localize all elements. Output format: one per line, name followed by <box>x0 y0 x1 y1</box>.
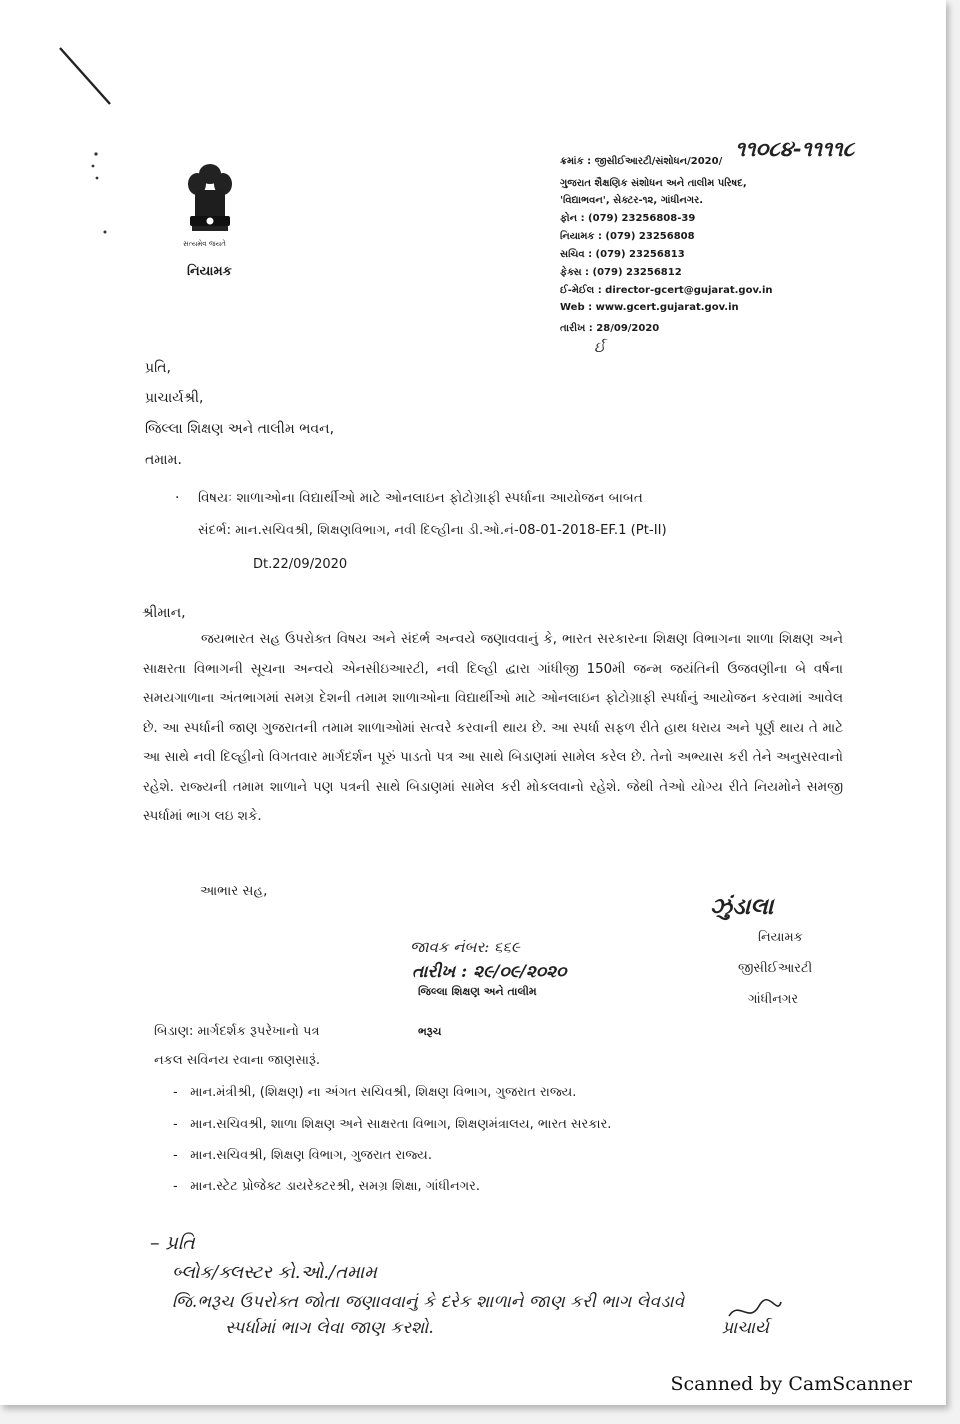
signature-designation: નિયામક <box>758 930 803 945</box>
copy-item-text: માન.સ્ટેટ પ્રોજેક્ટ ડાયરેક્ટરશ્રી, સમગ્ર શિક્ષા, ગાંધીનગર. <box>190 1179 480 1194</box>
copy-item: - માન.સચિવશ્રી, શિક્ષણ વિભાગ, ગુજરાત રાજ્ય. <box>173 1148 432 1163</box>
note-sign: પ્રાચાર્ય <box>722 1318 769 1338</box>
body-paragraph: જયભારત સહ ઉપરોક્ત વિષય અને સંદર્ભ અન્વયે જણાવવાનું કે, ભારત સરકારના શિક્ષણ વિભાગના શાળા શિક્ષણ અને સાક્ષરતા વિભાગની સૂચના અન્વયે એનસીઇઆરટી, નવી દિલ્હી દ્વારા ગાંધીજી 150મી જન્મ જયંતિની ઉજવણીના બે વર્ષના સમયગાળાના અંતભાગમાં સમગ્ર દેશની તમામ શાળાઓના વિદ્યાર્થીઓ માટે ઓનલાઇન ફોટોગ્રાફી સ્પર્ધાનું આયોજન કરવામાં આવેલ છે. આ સ્પર્ધાની જાણ ગુજરાતની તમામ શાળાઓમાં સત્વરે કરવાની થાય છે. આ સ્પર્ધા સફળ રીતે હાથ ધરાય અને પૂર્ણ થાય તે માટે આ સાથે નવી દિલ્હીનો વિગતવાર માર્ગદર્શન પૂરું પાડતો પત્ર આ સાથે બિડાણમાં સામેલ કરેલ છે. તેનો અભ્યાસ કરી તેને અનુસરવાનો રહેશે. રાજ્યની તમામ શાળાને પણ પત્રની સાથે બિડાણમાં સામેલ કરી મોકલવાનો રહેશે. જેથી તેઓ યોગ્ય રીતે નિયમોને સમજી સ્પર્ધામાં ભાગ લઇ શકે. <box>143 632 843 824</box>
recipient-line3: જિલ્લા શિક્ષણ અને તાલીમ ભવન, <box>145 421 335 437</box>
stamp-date: તારીખ : ૨૯/૦૯/૨૦૨૦ <box>412 962 567 982</box>
copy-item: - માન.સચિવશ્રી, શાળા શિક્ષણ અને સાક્ષરતા વિભાગ, શિક્ષણમંત્રાલય, ભારત સરકાર. <box>173 1117 612 1132</box>
margin-dots-mark <box>88 150 102 184</box>
margin-pen-mark <box>55 40 115 110</box>
initials-handwritten: ર્ઇ <box>594 338 604 356</box>
org-line2: 'વિદ્યાભવન', સેક્ટર-૧૨, ગાંધીનગર. <box>560 195 704 206</box>
note-line3: જિ.ભરૂચ ઉપરોક્ત જોતા જણાવવાનું કે દરેક શાળાને જાણ કરી ભાગ લેવડાવે <box>172 1292 685 1312</box>
signature-city: ગાંધીનગર <box>748 992 799 1007</box>
reference-handwritten: ૧૧૦૮૪-૧૧૧૧૮ <box>735 136 855 161</box>
stamp-office-line2: ભરૂચ <box>418 1025 442 1038</box>
director-phone-line: નિયામક : (079) 23256808 <box>560 231 695 242</box>
date-line: તારીખ : 28/09/2020 <box>560 323 660 334</box>
national-emblem-icon <box>180 160 240 252</box>
stamp-number: જાવક નંબર: ૬૬૯ <box>410 938 520 956</box>
copy-item-text: માન.સચિવશ્રી, શાળા શિક્ષણ અને સાક્ષરતા વિભાગ, શિક્ષણમંત્રાલય, ભારત સરકાર. <box>190 1117 612 1132</box>
salutation: શ્રીમાન, <box>142 605 186 621</box>
stamp-office-line1: જિલ્લા શિક્ષણ અને તાલીમ <box>418 985 537 998</box>
office-title: નિયામક <box>187 264 232 279</box>
margin-dot-mark <box>100 226 110 238</box>
fax-line: ફેક્સ : (079) 23256812 <box>560 267 682 278</box>
note-line4: સ્પર્ધામાં ભાગ લેવા જાણ કરશો. <box>225 1318 434 1338</box>
recipient-line1: પ્રતિ, <box>145 360 171 376</box>
emblem-motto: સત્યમેવ જયતે <box>183 240 226 248</box>
note-signature-stroke <box>725 1296 785 1326</box>
copy-item: - માન.મંત્રીશ્રી, (શિક્ષણ) ના અંગત સચિવશ્રી, શિક્ષણ વિભાગ, ગુજરાત રાજ્ય. <box>173 1085 577 1100</box>
scanner-watermark: Scanned by CamScanner <box>670 1373 912 1395</box>
recipient-line4: તમામ. <box>145 452 182 468</box>
secretary-phone-line: સચિવ : (079) 23256813 <box>560 249 685 260</box>
subject-bullet: · <box>175 490 180 506</box>
note-line1: – પ્રતિ <box>150 1232 195 1254</box>
copy-item-text: માન.સચિવશ્રી, શિક્ષણ વિભાગ, ગુજરાત રાજ્ય. <box>190 1148 432 1163</box>
reference-number <box>560 153 722 170</box>
email-line: ઈ-મેઈલ : director-gcert@gujarat.gov.in <box>560 285 773 296</box>
enclosure-label: બિડાણ: માર્ગદર્શક રૂપરેખાનો પત્ર <box>154 1024 320 1039</box>
note-line2: બ્લોક/ક્લસ્ટર કો.ઓ./તમામ <box>172 1262 377 1283</box>
web-line: Web : www.gcert.gujarat.gov.in <box>560 302 739 313</box>
copy-header: નકલ સવિનય રવાના જાણસારૂં. <box>154 1053 321 1068</box>
closing: આભાર સહ, <box>200 883 268 899</box>
reference-line: સંદર્ભ: માન.સચિવશ્રી, શિક્ષણવિભાગ, નવી દિલ્હીના ડી.ઓ.નં-08-01-2018-EF.1 (Pt-II) <box>198 523 667 538</box>
reference-prefix: ક્રમાંક : જીસીઈઆરટી/સંશોધન/2020/ <box>560 156 723 167</box>
recipient-line2: પ્રાચાર્યશ્રી, <box>145 390 204 406</box>
signature-org: જીસીઈઆરટી <box>738 961 813 976</box>
subject-line: વિષયઃ શાળાઓના વિદ્યાર્થીઓ માટે ઓનલાઇન ફોટોગ્રાફી સ્પર્ધાના આયોજન બાબત <box>198 490 643 506</box>
org-line1: ગુજરાત શૈક્ષણિક સંશોધન અને તાલીમ પરિષદ, <box>560 178 747 189</box>
reference-date: Dt.22/09/2020 <box>253 557 348 572</box>
copy-item-text: માન.મંત્રીશ્રી, (શિક્ષણ) ના અંગત સચિવશ્રી, શિક્ષણ વિભાગ, ગુજરાત રાજ્ય. <box>190 1085 577 1100</box>
signature-scribble: ઝુંડાલા <box>710 893 774 920</box>
phone-line: ફોન : (079) 23256808-39 <box>560 213 696 224</box>
copy-item: - માન.સ્ટેટ પ્રોજેક્ટ ડાયરેક્ટરશ્રી, સમગ્ર શિક્ષા, ગાંધીનગર. <box>173 1179 480 1194</box>
